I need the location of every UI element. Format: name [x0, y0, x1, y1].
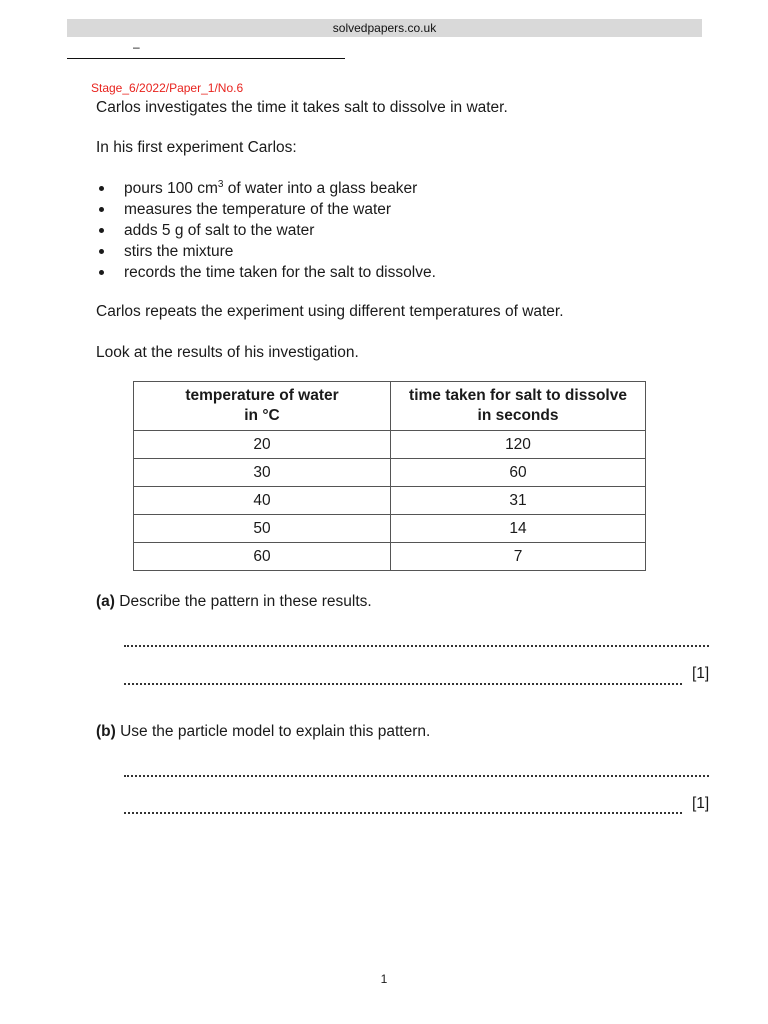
table-row — [134, 431, 646, 459]
answer-line-a2[interactable] — [124, 683, 682, 685]
header-rule — [67, 58, 345, 59]
time-cell: 31 — [391, 487, 646, 515]
header-line: in seconds — [477, 407, 559, 424]
method-step — [96, 199, 436, 220]
answer-line-b1[interactable] — [124, 775, 709, 777]
time-cell: 120 — [391, 431, 646, 459]
step-text: measures the temperature of the water — [124, 201, 392, 218]
table-header-row — [134, 382, 646, 431]
header-line: in °C — [244, 407, 280, 424]
question-a — [96, 593, 372, 611]
step-text: of water into a glass beaker — [223, 180, 418, 197]
page-number: 1 — [380, 972, 388, 986]
question-b-text: Use the particle model to explain this pattern. — [120, 723, 431, 740]
table-row — [134, 487, 646, 515]
answer-line-a1[interactable] — [124, 645, 709, 647]
method-step — [96, 178, 436, 199]
intro-text: Carlos investigates the time it takes salt to dissolve in water. — [96, 99, 508, 116]
method-step — [96, 262, 436, 283]
results-table — [133, 381, 646, 571]
time-cell: 14 — [391, 515, 646, 543]
method-list — [96, 178, 436, 283]
method-step — [96, 220, 436, 241]
header-line: temperature of water — [185, 387, 339, 404]
answer-line-b2[interactable] — [124, 812, 682, 814]
question-a-mark: [1] — [692, 665, 710, 682]
question-b-label: (b) — [96, 723, 116, 740]
column-header-time — [391, 382, 646, 431]
temperature-cell: 50 — [134, 515, 391, 543]
step-text: pours 100 cm — [124, 180, 218, 197]
step-text: records the time taken for the salt to dissolve. — [124, 264, 436, 281]
column-header-temperature — [134, 382, 391, 431]
question-a-text: Describe the pattern in these results. — [119, 593, 372, 610]
time-cell: 60 — [391, 459, 646, 487]
repeat-text: Carlos repeats the experiment using different temperatures of water. — [96, 303, 564, 320]
question-b — [96, 723, 430, 741]
time-cell: 7 — [391, 543, 646, 571]
question-a-label: (a) — [96, 593, 115, 610]
first-experiment-text: In his first experiment Carlos: — [96, 139, 297, 156]
paper-reference: Stage_6/2022/Paper_1/No.6 — [91, 81, 244, 95]
table-row — [134, 515, 646, 543]
step-text: adds 5 g of salt to the water — [124, 222, 315, 239]
step-text: stirs the mixture — [124, 243, 234, 260]
site-header — [67, 19, 702, 37]
header-line: time taken for salt to dissolve — [409, 387, 627, 404]
temperature-cell: 60 — [134, 543, 391, 571]
site-name: solvedpapers.co.uk — [332, 21, 437, 35]
method-step — [96, 241, 436, 262]
question-b-mark: [1] — [692, 795, 710, 812]
header-dash: – — [133, 40, 140, 54]
temperature-cell: 40 — [134, 487, 391, 515]
temperature-cell: 20 — [134, 431, 391, 459]
unit-superscript: 3 — [217, 179, 224, 190]
table-row — [134, 459, 646, 487]
temperature-cell: 30 — [134, 459, 391, 487]
table-row — [134, 543, 646, 571]
look-text: Look at the results of his investigation. — [96, 344, 359, 361]
